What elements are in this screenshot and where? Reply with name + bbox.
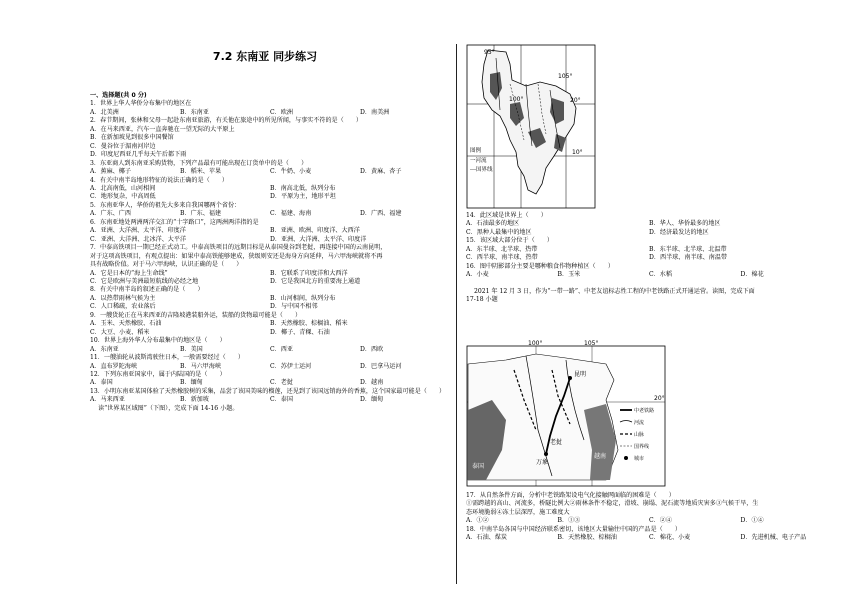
answer-option: C．它是欧洲与美洲最短航线的必经之地 (90, 277, 199, 285)
answer-option: C．亚洲、大洋洲、北冰洋、大平洋 (90, 235, 187, 243)
question-line: 读“世界某区域图”（下图），完成下面 14-16 小题。 (98, 404, 239, 412)
question-line: 1．世界上华人华侨分布集中的地区在 (90, 100, 192, 108)
question-line: 15．该区域大部分位于（ ） (466, 237, 553, 245)
question-line: 7．中泰高铁项目一期已经正式动工。中泰高铁项目的远期目标是从泰国曼谷到老挝，再连接中国的云南昆明， (90, 244, 387, 252)
answer-option: A．亚洲、大洋洲、太平洋、印度洋 (90, 227, 186, 235)
answer-option: A．蕉麻、椰子 (90, 168, 131, 176)
answer-option: C．福建、海南 (270, 210, 312, 218)
question-line: C．曼谷位于湄南河岸边 (90, 142, 156, 150)
answer-options (466, 271, 832, 279)
answer-option: A．石油、煤炭 (466, 534, 507, 542)
vientiane-city-icon (544, 452, 548, 456)
answer-option: B．亚洲、欧洲、印度洋、大西洋 (270, 227, 360, 235)
map1-legend-border: ---国界线 (470, 167, 493, 173)
question-line: A．在马来西亚，汽车一直奔驰在一望无际的大平原上 (90, 125, 235, 133)
answer-option: D．平原为主，地形平坦 (270, 193, 336, 201)
vietnam-label: 越南 (594, 453, 607, 460)
map2-legend-border: 国界线 (634, 444, 650, 450)
question-line (466, 280, 832, 288)
answer-option: A．北美洲 (90, 108, 119, 116)
answer-option: C．人口稀疏，农业落后 (90, 303, 156, 311)
answer-option: B．它联系了印度洋和大西洋 (270, 269, 348, 277)
map1-legend-river: 一河流 (470, 158, 487, 164)
question-line: 对于这项高铁项目，有观点提出：如果中泰高铁能够建成，狭级则安还是海身方向延伸，马六甲海峡就将不再 (90, 252, 383, 260)
answer-option: A．直布罗陀海峡 (90, 362, 138, 370)
question-line: 8．有关中南半岛的叙述正确的是（ ） (90, 286, 204, 294)
answer-options (90, 346, 450, 354)
answer-options (90, 379, 450, 387)
page-title: 7.2 东南亚 同步练习 (212, 50, 318, 63)
answer-option: B．美国 (180, 345, 203, 353)
southeast-asia-map-svg (466, 44, 596, 209)
question-line: 14．此区域是世界上（ ） (466, 212, 547, 219)
answer-option: B．东半球、北半球、北温带 (649, 245, 727, 253)
answer-option: C．老挝 (270, 379, 293, 387)
answer-option: D．棉花 (740, 271, 764, 279)
answer-option: B．玉米 (557, 271, 581, 279)
answer-option: A．东南亚 (90, 345, 119, 353)
china-laos-railway-map (466, 340, 666, 487)
answer-option: A．广东、广西 (90, 210, 131, 218)
answer-option: B．缅甸 (180, 379, 203, 387)
question-line: 13．小明东南亚某国体验了天然橡胶树的采集，品尝了该国美味的榴莲，还见到了该国远销海外的香蕉，这个国家最可能是（ ） (90, 387, 446, 395)
answer-options (90, 210, 450, 218)
answer-option: B．稻米、苹果 (180, 168, 222, 176)
question-line: 3．东亚商人到东南亚采购货物，下列产品最有可能出现在订货单中的是（ ） (90, 159, 308, 167)
answer-option: A．玉米、天然橡胶、石油 (90, 320, 162, 328)
answer-option: C．地形复杂，中高周低 (90, 193, 156, 201)
china-laos-railway-map-svg (466, 340, 666, 487)
question-line: 2．春节期间，张林和父母一起赴东南亚旅游，有关他在旅途中的所见所闻，与事实不符的是（ ） (90, 117, 363, 125)
answer-options (466, 517, 832, 525)
answer-options (90, 396, 450, 404)
answer-option: B．新加坡 (180, 396, 209, 404)
answer-option: D．巴拿马运河 (360, 362, 402, 370)
map2-legend-river: 河流 (634, 420, 645, 426)
map2-lat-label-20: 20° (654, 395, 665, 402)
answer-option: A．以热带雨林气候为主 (90, 294, 156, 302)
answer-options (466, 534, 832, 542)
question-line: 具有战略价值。对于马六甲海峡，认识正确的是（ ） (90, 261, 243, 269)
answer-options (90, 320, 450, 328)
answer-option: D．西半球、南半球、南温带 (649, 254, 728, 262)
answer-option: D．亚洲、大洋洲、太平洋、印度洋 (270, 235, 367, 243)
answer-option: A．石油最多的地区 (466, 220, 520, 228)
answer-option: D．经济最发达的地区 (649, 228, 709, 236)
question-line: 11．一艘油轮从波斯湾驶往日本，一般需要经过（ ） (90, 354, 245, 362)
question-line: 10．世界上海外华人分布最集中的地区是（ ） (90, 337, 226, 345)
answer-option: A．马来西亚 (90, 396, 125, 404)
answer-option: D．南美洲 (360, 108, 390, 116)
right-questions-a (466, 212, 832, 305)
answer-option: B．广东、福建 (180, 210, 222, 218)
answer-option: D．先进机械、电子产品 (740, 534, 807, 542)
question-line: 6．东南亚地处两洲两洋交汇的“十字路口”，这两洲两洋指的是 (90, 218, 259, 226)
question-line: D．印度尼西亚几乎每天午后都下雨 (90, 151, 187, 159)
answer-option: D．①④ (740, 517, 764, 525)
answer-options (466, 220, 832, 228)
answer-option: B．①③ (557, 517, 581, 525)
question-line: 17．从自然条件方面，分析中老铁路架设电气化接触网面临的困难是（ ） (466, 492, 675, 499)
answer-option: C．牛奶、小麦 (270, 168, 312, 176)
right-column-b (466, 492, 832, 543)
map2-lon-label-100: 100° (528, 340, 543, 347)
map2-legend-city: 城市 (634, 456, 645, 462)
answer-option: C．②④ (649, 517, 672, 525)
answer-option: D．与中国不相邻 (270, 303, 318, 311)
map2-lon-label-105: 105° (584, 340, 599, 347)
question-line: 17-18 小题 (466, 296, 498, 304)
answer-option: B．华人、华侨最多的地区 (649, 220, 721, 228)
kunming-label: 昆明 (574, 371, 587, 378)
answer-options (90, 270, 450, 278)
answer-option: C．西亚 (270, 345, 293, 353)
question-line: ①需跨越的高山、河流多，桥隧比例大②雨林条件不稳定，滑坡、崩塌、泥石流等地质灾害多③气候干旱，生 (466, 500, 759, 508)
question-line: 5．东南亚华人，华侨的祖先大多来自我国哪两个省份： (90, 201, 241, 209)
answer-option: D．越南 (360, 379, 384, 387)
map1-lat-label-20: 20° (570, 97, 581, 104)
answer-option: C．黑种人最集中的地区 (466, 228, 532, 236)
kunming-city-icon (568, 376, 572, 380)
map1-lon-label-105: 105° (558, 73, 573, 80)
answer-option: D．它是我国北方的重要海上通道 (270, 277, 361, 285)
question-line: 16．图中阴影部分主要是哪种粮食作物种植区（ ） (466, 262, 614, 270)
answer-option: A．泰国 (90, 379, 113, 387)
question-line: 态环境脆弱④冻土层深厚，施工难度大 (466, 508, 570, 516)
answer-option: C．泰国 (270, 396, 293, 404)
map2-legend-mountain: 山脉 (634, 432, 645, 438)
thailand-label: 泰国 (472, 463, 485, 470)
answer-option: A．东半球、北半球、热带 (466, 245, 538, 253)
answer-options (466, 254, 832, 262)
answer-option: B．山河相间，纵列分布 (270, 294, 336, 302)
answer-option: C．欧洲 (270, 108, 293, 116)
answer-options (90, 193, 450, 201)
answer-option: C．苏伊士运河 (270, 362, 312, 370)
answer-option: B．天然橡胶、棕榈油、稻米 (270, 320, 348, 328)
answer-option: D．黄麻、杏子 (360, 168, 402, 176)
answer-option: B．天然橡胶、棕榈油 (557, 534, 617, 542)
answer-option: C．西半球、南半球、热带 (466, 254, 538, 262)
answer-options (90, 329, 450, 337)
question-line: 2021 年 12 月 3 日，作为“一带一路”、中老友谊标志性工程的中老铁路正式开通运营。读图，完成下面 (474, 287, 755, 295)
southeast-asia-map (466, 44, 596, 209)
answer-option: A．①② (466, 517, 489, 525)
answer-option: C．棉花、小麦 (649, 534, 691, 542)
question-line: B．在新加坡见到很多中国餐馆 (90, 134, 174, 142)
section-heading: 一、选择题(共 0 分) (90, 92, 147, 99)
map1-lon-label-100: 100° (509, 96, 524, 103)
answer-options (466, 246, 832, 254)
map2-legend-rail: 中老铁路 (634, 408, 655, 414)
vientiane-label: 万象 (536, 459, 549, 466)
laos-label: 老挝 (550, 439, 563, 446)
right-column (466, 212, 832, 305)
answer-options (90, 363, 450, 371)
column-divider (456, 44, 457, 584)
answer-option: A．小麦 (466, 271, 489, 279)
right-questions-b (466, 492, 832, 543)
answer-option: D．椰子、青稞、石油 (270, 328, 330, 336)
answer-options (90, 303, 450, 311)
question-line: 9．一艘货轮正在马来西亚的吉隆坡港装船外运，装船的货物最可能是（ ） (90, 311, 302, 319)
answer-option: D．缅甸 (360, 396, 384, 404)
answer-option: D．西欧 (360, 345, 384, 353)
answer-option: A．它是日本的“海上生命线” (90, 269, 168, 277)
answer-option: D．广西、福建 (360, 210, 402, 218)
question-line: 4．有关中南半岛地形特征的说法正确的是（ ） (90, 176, 228, 184)
map1-legend-title: 图例 (470, 148, 482, 154)
left-questions (90, 100, 450, 413)
answer-option: C．大豆、小麦、稻米 (90, 328, 150, 336)
question-line: 12．下列东南亚国家中，属于内陆国的是（ ） (90, 370, 226, 378)
question-line: 18．中南半岛各国与中国经济联系密切，该地区大量输往中国的产品是（ ） (466, 525, 681, 533)
answer-option: B．南高北低，纵列分布 (270, 184, 336, 192)
left-column (90, 92, 450, 413)
answer-option: B．马六甲海峡 (180, 362, 222, 370)
answer-option: A．北高南低，山河相间 (90, 184, 156, 192)
answer-option: C．水稻 (649, 271, 672, 279)
answer-options (90, 236, 450, 244)
answer-options (90, 168, 450, 176)
answer-options (90, 227, 450, 235)
map1-lon-label-95: 95° (484, 49, 495, 56)
map1-lat-label-10: 10° (572, 149, 583, 156)
answer-option: B．东南亚 (180, 108, 209, 116)
